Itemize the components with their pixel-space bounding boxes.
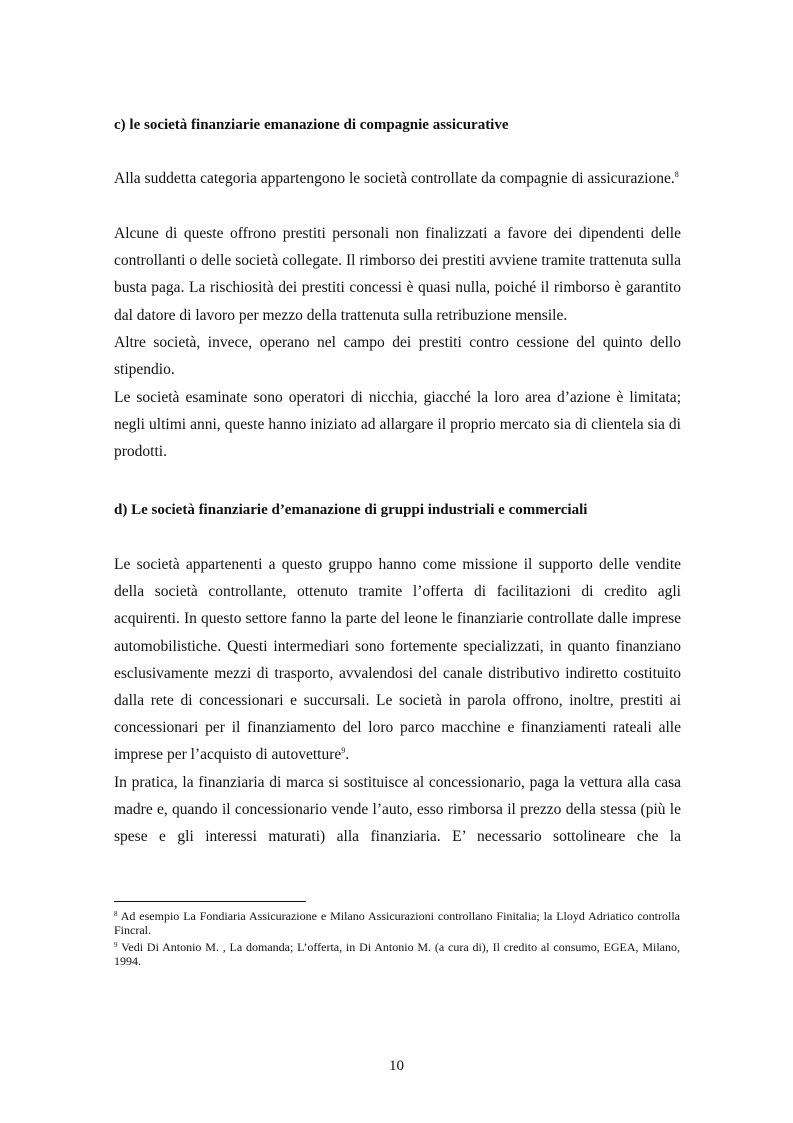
footnote-9-mark: 9 [114,941,118,949]
footnote-8-text: Ad esempio La Fondiaria Assicurazione e Milano Assicurazioni controllano Finitalia; la Lloyd Adriatico controlla Fincral. [114,909,680,937]
paragraph-3: Altre società, invece, operano nel campo dei prestiti contro cessione del quinto dello stipendio. [114,334,681,379]
section-heading-d: d) Le società finanziarie d’emanazione di gruppi industriali e commerciali [114,502,588,518]
page-number: 10 [389,1058,404,1074]
footnote-9-text: Vedi Di Antonio M. , La domanda; L’offerta, in Di Antonio M. (a cura di), Il credito al consumo, EGEA, Milano, 1994. [114,940,680,968]
section-heading-c: c) le società finanziarie emanazione di compagnie assicurative [114,117,509,133]
footnote-ref-9: 9 [341,746,346,756]
footnote-ref-8: 8 [674,170,679,179]
footnote-separator [114,901,306,902]
paragraph-5-text: Le società appartenenti a questo gruppo hanno come missione il supporto delle vendite della società controllante, ottenuto tramite l’offerta di facilitazioni di credito agli acquirenti. In questo settore fanno la parte del leone le finanziarie controllate dalle imprese automobilistiche. Questi intermediari sono fortemente specializzati, in quanto finanziano esclusivamente mezzi di trasporto, avvalendosi del canale distributivo indiretto costituito dalla rete di concessionari e succursali. Le società in parola offrono, inoltre, prestiti ai concessionari per il finanziamento del loro parco macchine e finanziamenti rateali alle imprese per l’acquisto di autovetture [114,556,681,764]
footnote-9 [114,940,680,968]
paragraph-4: Le società esaminate sono operatori di nicchia, giacché la loro area d’azione è limitata; negli ultimi anni, queste hanno iniziato ad allargare il proprio mercato sia di clientela sia di prodotti. [114,389,681,461]
paragraph-5 [114,551,681,769]
paragraph-1 [114,165,681,192]
paragraph-6: In pratica, la finanziaria di marca si sostituisce al concessionario, paga la vettura alla casa madre e, quando il concessionario vende l’auto, esso rimborsa il prezzo della stessa (più le spese e gli interessi maturati) alla finanziaria. E’ necessario sottolineare che la [114,774,681,846]
paragraph-1-text: Alla suddetta categoria appartengono le società controllate da compagnie di assicurazione. [114,170,675,187]
paragraph-2: Alcune di queste offrono prestiti personali non finalizzati a favore dei dipendenti delle controllanti o delle società collegate. Il rimborso dei prestiti avviene tramite trattenuta sulla busta paga. La rischiosità dei prestiti concessi è quasi nulla, poiché il rimborso è garantito dal datore di lavoro per mezzo della trattenuta sulla retribuzione mensile. [114,225,681,324]
footnote-8-mark: 8 [114,910,118,918]
paragraph-5-end: . [345,746,350,764]
footnote-8 [114,909,680,937]
